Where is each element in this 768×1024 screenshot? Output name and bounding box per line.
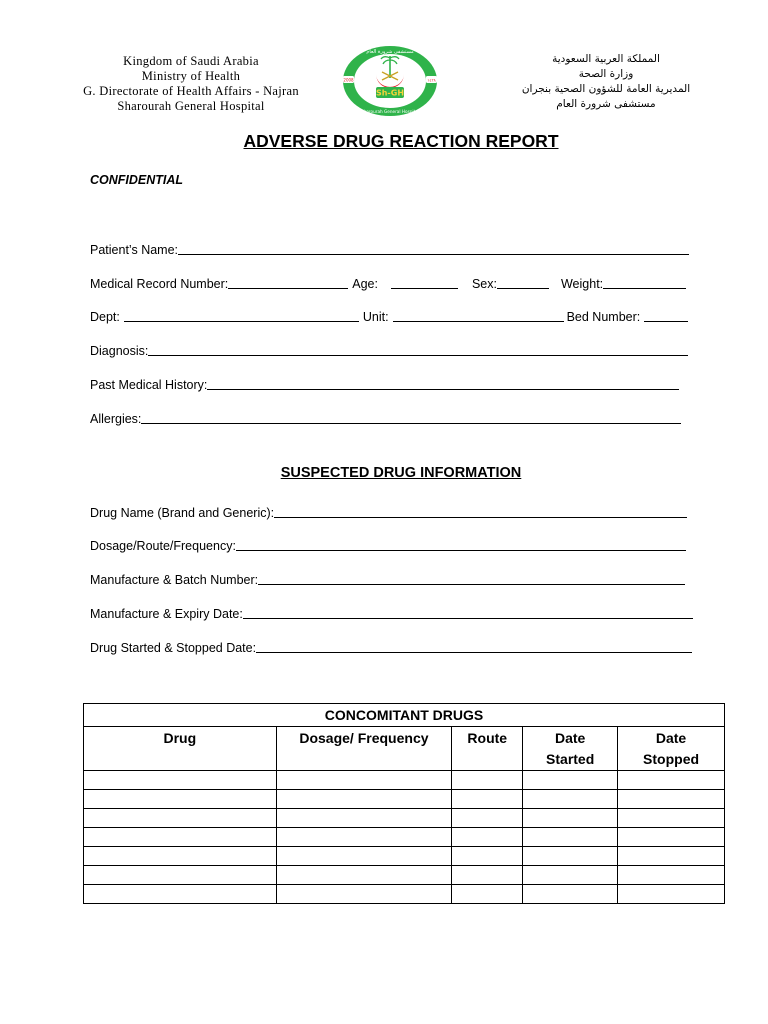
dosage-cell[interactable] — [276, 885, 452, 904]
age-field[interactable] — [391, 276, 458, 289]
date-started-cell[interactable] — [523, 771, 618, 790]
started-stopped-field[interactable] — [256, 640, 692, 653]
header-ar-line-1: المملكة العربية السعودية — [552, 53, 660, 65]
header-en-line-2: Ministry of Health — [141, 69, 241, 83]
route-cell[interactable] — [452, 885, 523, 904]
drug-cell[interactable] — [84, 771, 277, 790]
header-arabic — [500, 52, 712, 112]
drug-cell[interactable] — [84, 809, 277, 828]
weight-field[interactable] — [603, 276, 686, 289]
dosage-cell[interactable] — [276, 828, 452, 847]
mrn-field[interactable] — [228, 276, 348, 289]
route-cell[interactable] — [452, 847, 523, 866]
diagnosis-label: Diagnosis: — [90, 344, 149, 358]
drug-cell[interactable] — [84, 828, 277, 847]
date-started-cell[interactable] — [523, 790, 618, 809]
allergies-row — [90, 408, 681, 426]
suspected-row-1 — [90, 502, 687, 520]
unit-label: Unit: — [362, 310, 389, 324]
logo-bottom-text: Sharourah General Hospital — [361, 109, 419, 114]
col-header-route: Route — [452, 727, 523, 771]
header-ar-line-4: مستشفى شرورة العام — [556, 98, 656, 110]
dosage-cell[interactable] — [276, 847, 452, 866]
date-stopped-cell[interactable] — [618, 885, 725, 904]
unit-field[interactable] — [393, 309, 564, 322]
date-started-cell[interactable] — [523, 809, 618, 828]
dosage-route-label: Dosage/Route/Frequency: — [90, 539, 236, 553]
patient-name-row — [90, 239, 689, 257]
date-started-cell[interactable] — [523, 885, 618, 904]
date-started-cell[interactable] — [523, 866, 618, 885]
form-title: ADVERSE DRUG REACTION REPORT — [243, 131, 559, 151]
date-started-cell[interactable] — [523, 828, 618, 847]
concomitant-drugs-table — [83, 703, 725, 904]
table-row — [84, 790, 725, 809]
drug-cell[interactable] — [84, 790, 277, 809]
date-stopped-cell[interactable] — [618, 847, 725, 866]
suspected-row-5 — [90, 637, 692, 655]
expiry-date-label: Manufacture & Expiry Date: — [90, 607, 243, 621]
suspected-row-4 — [90, 603, 693, 621]
patient-name-label: Patient’s Name: — [90, 243, 179, 257]
suspected-drug-heading: SUSPECTED DRUG INFORMATION — [280, 465, 522, 481]
suspected-row-3 — [90, 569, 685, 587]
weight-label: Weight: — [560, 277, 604, 291]
table-row — [84, 828, 725, 847]
age-label: Age: — [352, 277, 378, 291]
route-cell[interactable] — [452, 809, 523, 828]
dosage-cell[interactable] — [276, 790, 452, 809]
header-ar-line-2: وزارة الصحة — [578, 68, 634, 80]
date-started-cell[interactable] — [523, 847, 618, 866]
route-cell[interactable] — [452, 828, 523, 847]
batch-number-field[interactable] — [258, 572, 685, 585]
dosage-cell[interactable] — [276, 866, 452, 885]
col-header-dosage: Dosage/ Frequency — [276, 727, 452, 771]
table-caption: CONCOMITANT DRUGS — [84, 704, 725, 727]
col-header-date-started: Date Started — [523, 727, 618, 771]
route-cell[interactable] — [452, 790, 523, 809]
confidential-label: CONFIDENTIAL — [90, 173, 184, 187]
route-cell[interactable] — [452, 866, 523, 885]
past-history-field[interactable] — [207, 377, 679, 390]
col-header-date-stopped: Date Stopped — [618, 727, 725, 771]
date-stopped-cell[interactable] — [618, 866, 725, 885]
dept-label: Dept: — [90, 310, 120, 324]
dept-row — [90, 306, 688, 324]
logo-right-text: ١٤٢٨ — [427, 77, 436, 83]
header-en-line-4: Sharourah General Hospital — [117, 99, 265, 113]
mrn-label: Medical Record Number: — [90, 277, 229, 291]
date-stopped-cell[interactable] — [618, 790, 725, 809]
logo-label: Sh-GH — [375, 88, 405, 98]
expiry-date-field[interactable] — [243, 606, 693, 619]
date-stopped-cell[interactable] — [618, 828, 725, 847]
drug-cell[interactable] — [84, 866, 277, 885]
dept-field[interactable] — [124, 309, 359, 322]
table-row — [84, 885, 725, 904]
header-ar-line-3: المديرية العامة للشؤون الصحية بنجران — [521, 83, 691, 95]
logo-top-text: مستشفى شرورة العام — [366, 49, 414, 55]
col-header-drug: Drug — [84, 727, 277, 771]
diagnosis-field[interactable] — [148, 343, 688, 356]
dosage-cell[interactable] — [276, 771, 452, 790]
dosage-route-field[interactable] — [236, 538, 686, 551]
dosage-cell[interactable] — [276, 809, 452, 828]
allergies-field[interactable] — [141, 411, 681, 424]
batch-number-label: Manufacture & Batch Number: — [90, 573, 259, 587]
past-history-label: Past Medical History: — [90, 378, 208, 392]
logo-left-text: 2008 — [343, 77, 354, 83]
bed-number-field[interactable] — [644, 309, 688, 322]
drug-cell[interactable] — [84, 847, 277, 866]
header-en-line-3: G. Directorate of Health Affairs - Najran — [83, 84, 299, 98]
sex-label: Sex: — [471, 277, 497, 291]
hospital-logo — [340, 44, 440, 118]
record-row — [90, 273, 686, 291]
date-stopped-cell[interactable] — [618, 771, 725, 790]
started-stopped-label: Drug Started & Stopped Date: — [90, 641, 257, 655]
drug-name-field[interactable] — [274, 505, 687, 518]
header-en-line-1: Kingdom of Saudi Arabia — [123, 54, 259, 68]
route-cell[interactable] — [452, 771, 523, 790]
patient-name-field[interactable] — [178, 242, 689, 255]
allergies-label: Allergies: — [90, 412, 142, 426]
date-stopped-cell[interactable] — [618, 809, 725, 828]
table-header-row — [84, 727, 725, 771]
header-english — [36, 54, 346, 114]
drug-name-label: Drug Name (Brand and Generic): — [90, 506, 275, 520]
suspected-row-2 — [90, 535, 686, 553]
table-row — [84, 866, 725, 885]
bed-number-label: Bed Number: — [566, 310, 641, 324]
drug-cell[interactable] — [84, 885, 277, 904]
diagnosis-row — [90, 340, 688, 358]
table-body — [84, 771, 725, 904]
history-row — [90, 374, 679, 392]
sex-field[interactable] — [497, 276, 549, 289]
table-row — [84, 771, 725, 790]
table-row — [84, 847, 725, 866]
table-row — [84, 809, 725, 828]
